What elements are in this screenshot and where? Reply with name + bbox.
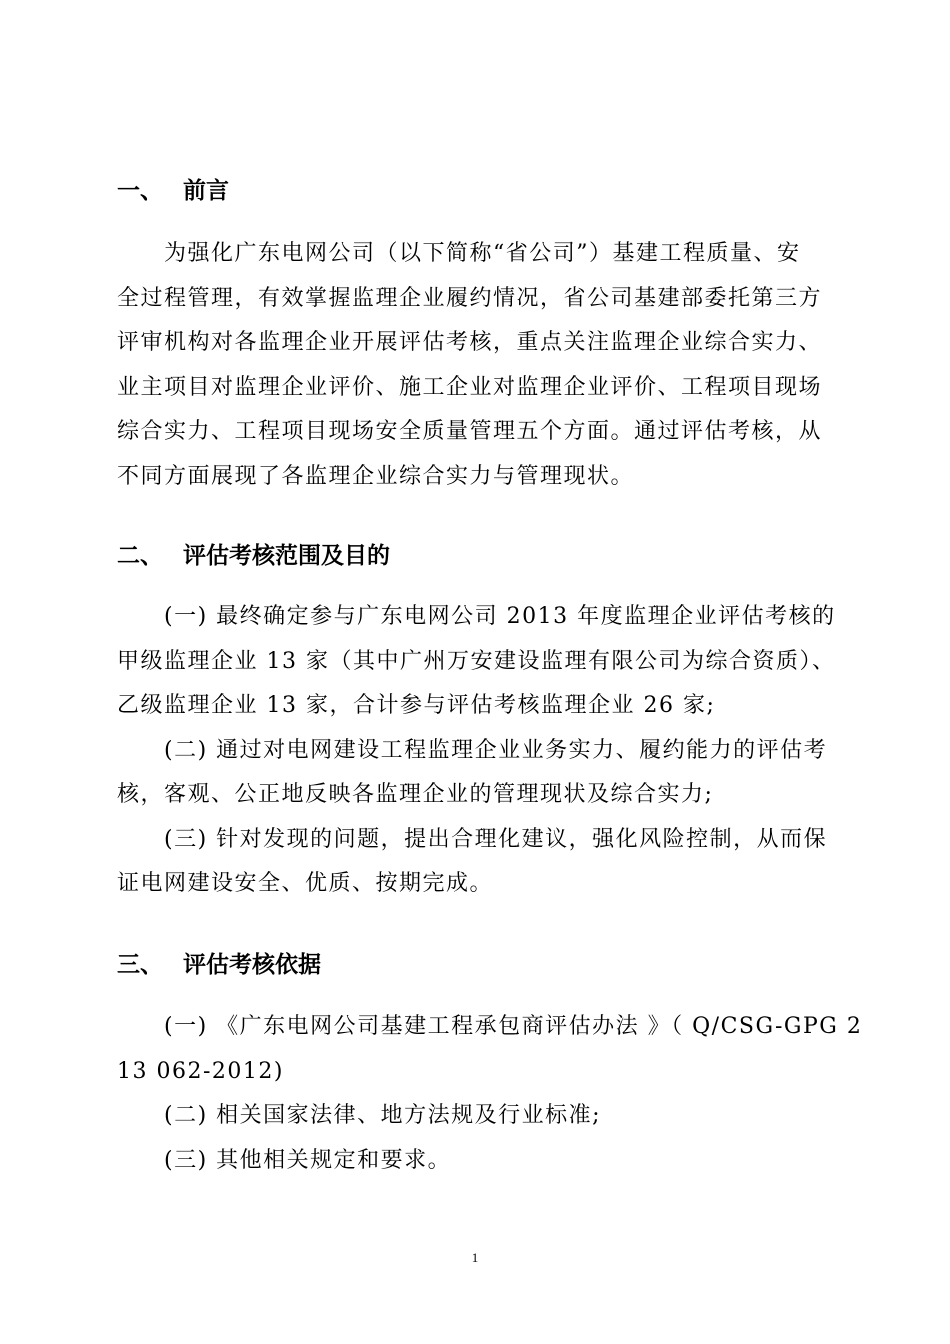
section-heading-3 (117, 950, 321, 980)
text-line: (一) 《广东电网公司基建工程承包商评估办法 》（ Q/CSG-GPG 2 (117, 1014, 863, 1039)
text-line: (二) 相关国家法律、地方法规及行业标准; (117, 1103, 602, 1128)
text-line: 核，客观、公正地反映各监理企业的管理现状及综合实力; (117, 782, 714, 807)
section-heading-1 (117, 176, 229, 206)
section-number: 二、 (117, 543, 163, 569)
text-line: (三) 针对发现的问题，提出合理化建议，强化风险控制，从而保 (117, 826, 828, 852)
text-line: 不同方面展现了各监理企业综合实力与管理现状。 (117, 463, 635, 489)
text-line: 全过程管理，有效掌握监理企业履约情况，省公司基建部委托第三方 (117, 285, 823, 311)
text-line: 为强化广东电网公司（以下简称“省公司”）基建工程质量、安 (117, 241, 801, 266)
page-number: 1 (471, 1250, 479, 1265)
section-3-paragraph (117, 1005, 883, 1183)
text-line: (一) 最终确定参与广东电网公司 2013 年度监理企业评估考核的 (117, 604, 836, 629)
text-line: (二) 通过对电网建设工程监理企业业务实力、履约能力的评估考 (117, 737, 828, 763)
text-line: 综合实力、工程项目现场安全质量管理五个方面。通过评估考核，从 (117, 419, 823, 444)
section-title: 前言 (183, 178, 229, 204)
section-number: 三、 (117, 952, 163, 978)
section-heading-2 (117, 541, 390, 571)
section-title: 评估考核范围及目的 (183, 543, 390, 569)
text-line: 评审机构对各监理企业开展评估考核，重点关注监理企业综合实力、 (117, 330, 823, 355)
section-number: 一、 (117, 178, 163, 204)
text-line: 甲级监理企业 13 家（其中广州万安建设监理有限公司为综合资质）、 (117, 648, 836, 674)
text-line: 13 062-2012) (117, 1058, 284, 1084)
text-line: 乙级监理企业 13 家，合计参与评估考核监理企业 26 家; (117, 693, 716, 718)
section-2-paragraph (117, 595, 883, 907)
section-1-paragraph (117, 232, 883, 499)
text-line: 业主项目对监理企业评价、施工企业对监理企业评价、工程项目现场 (117, 374, 823, 400)
text-line: 证电网建设安全、优质、按期完成。 (117, 871, 494, 896)
section-title: 评估考核依据 (183, 952, 321, 978)
text-line: (三) 其他相关规定和要求。 (117, 1147, 452, 1173)
